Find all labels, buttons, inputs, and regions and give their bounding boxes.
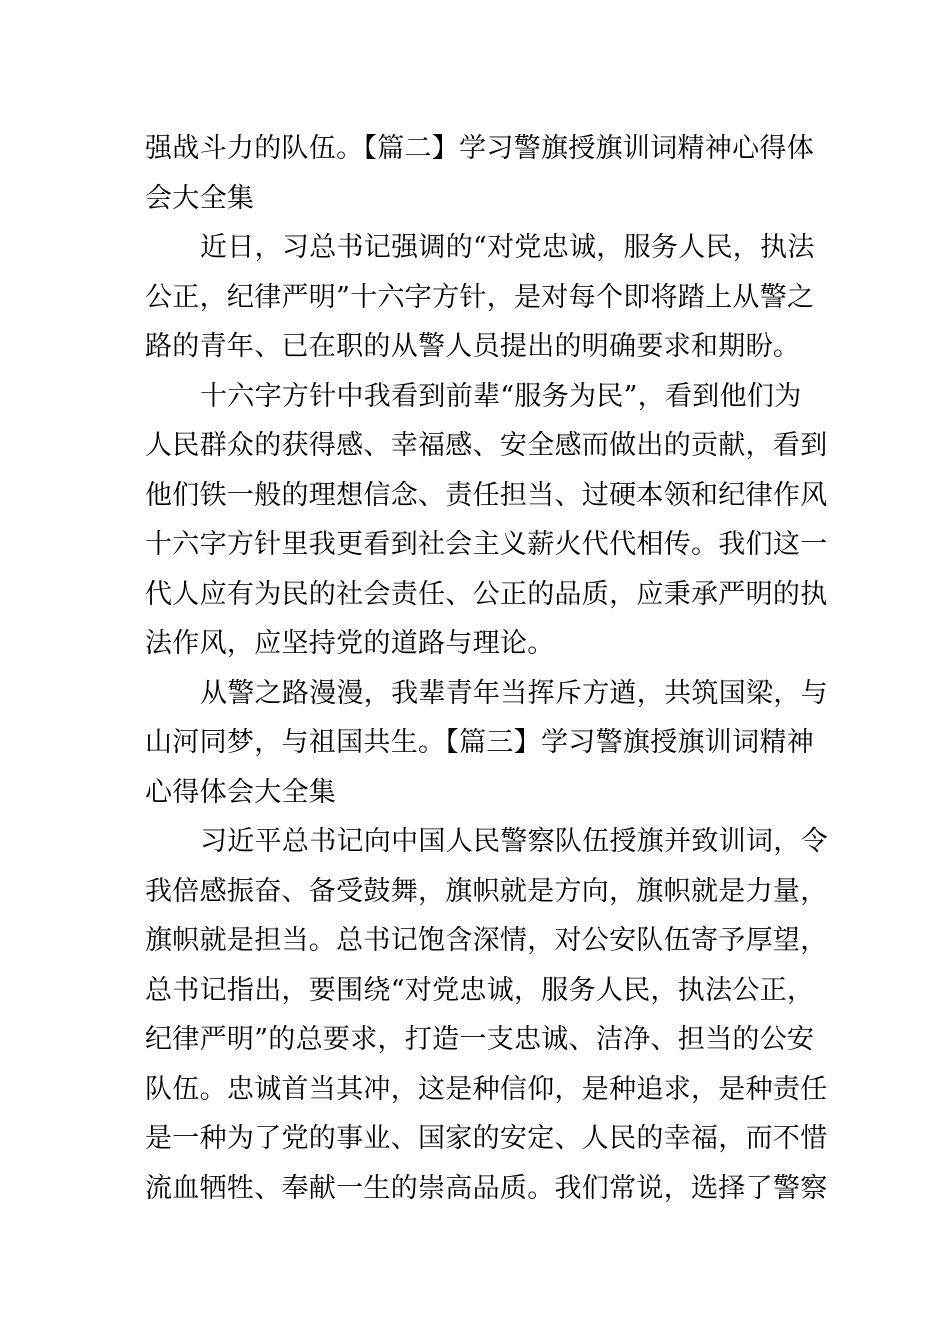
- text-line: 代人应有为民的社会责任、公正的品质，应秉承严明的执: [145, 578, 828, 610]
- text-line: 是一种为了党的事业、国家的安定、人民的幸福，而不惜: [145, 1123, 828, 1154]
- text-line: 纪律严明”的总要求，打造一支忠诚、洁净、担当的公安: [145, 1024, 815, 1055]
- text-line: 心得体会大全集: [145, 776, 337, 808]
- text-line: 近日，习总书记强调的“对党忠诚，服务人民，执法: [200, 232, 815, 263]
- text-line: 我倍感振奋、备受鼓舞，旗帜就是方向，旗帜就是力量，: [145, 875, 828, 907]
- text-line: 山河同梦，与祖国共生。【篇三】学习警旗授旗训词精神: [145, 727, 814, 758]
- text-line: 队伍。忠诚首当其冲，这是种信仰，是种追求，是种责任: [145, 1073, 828, 1105]
- text-line: 十六字方针里我更看到社会主义薪火代代相传。我们这一: [145, 529, 828, 560]
- text-line: 总书记指出，要围绕“对党忠诚，服务人民，执法公正，: [145, 974, 815, 1006]
- text-line: 十六字方针中我看到前辈“服务为民”，看到他们为: [200, 380, 802, 412]
- text-line: 会大全集: [145, 182, 255, 214]
- document-body: [145, 124, 828, 1213]
- text-line: 旗帜就是担当。总书记饱含深情，对公安队伍寄予厚望，: [145, 925, 828, 956]
- text-line: 他们铁一般的理想信念、责任担当、过硬本领和纪律作风: [145, 479, 828, 511]
- text-line: 流血牺牲、奉献一生的崇高品质。我们常说，选择了警察: [145, 1172, 828, 1204]
- text-line: 法作风，应坚持党的道路与理论。: [145, 628, 555, 659]
- text-line: 强战斗力的队伍。【篇二】学习警旗授旗训词精神心得体: [145, 133, 814, 164]
- text-line: 路的青年、已在职的从警人员提出的明确要求和期盼。: [145, 331, 801, 362]
- text-line: 习近平总书记向中国人民警察队伍授旗并致训词，令: [200, 826, 828, 857]
- text-line: 从警之路漫漫，我辈青年当挥斥方遒，共筑国梁，与: [200, 677, 828, 709]
- text-line: 人民群众的获得感、幸福感、安全感而做出的贡献，看到: [145, 430, 828, 461]
- text-line: 公正，纪律严明”十六字方针，是对每个即将踏上从警之: [145, 281, 815, 313]
